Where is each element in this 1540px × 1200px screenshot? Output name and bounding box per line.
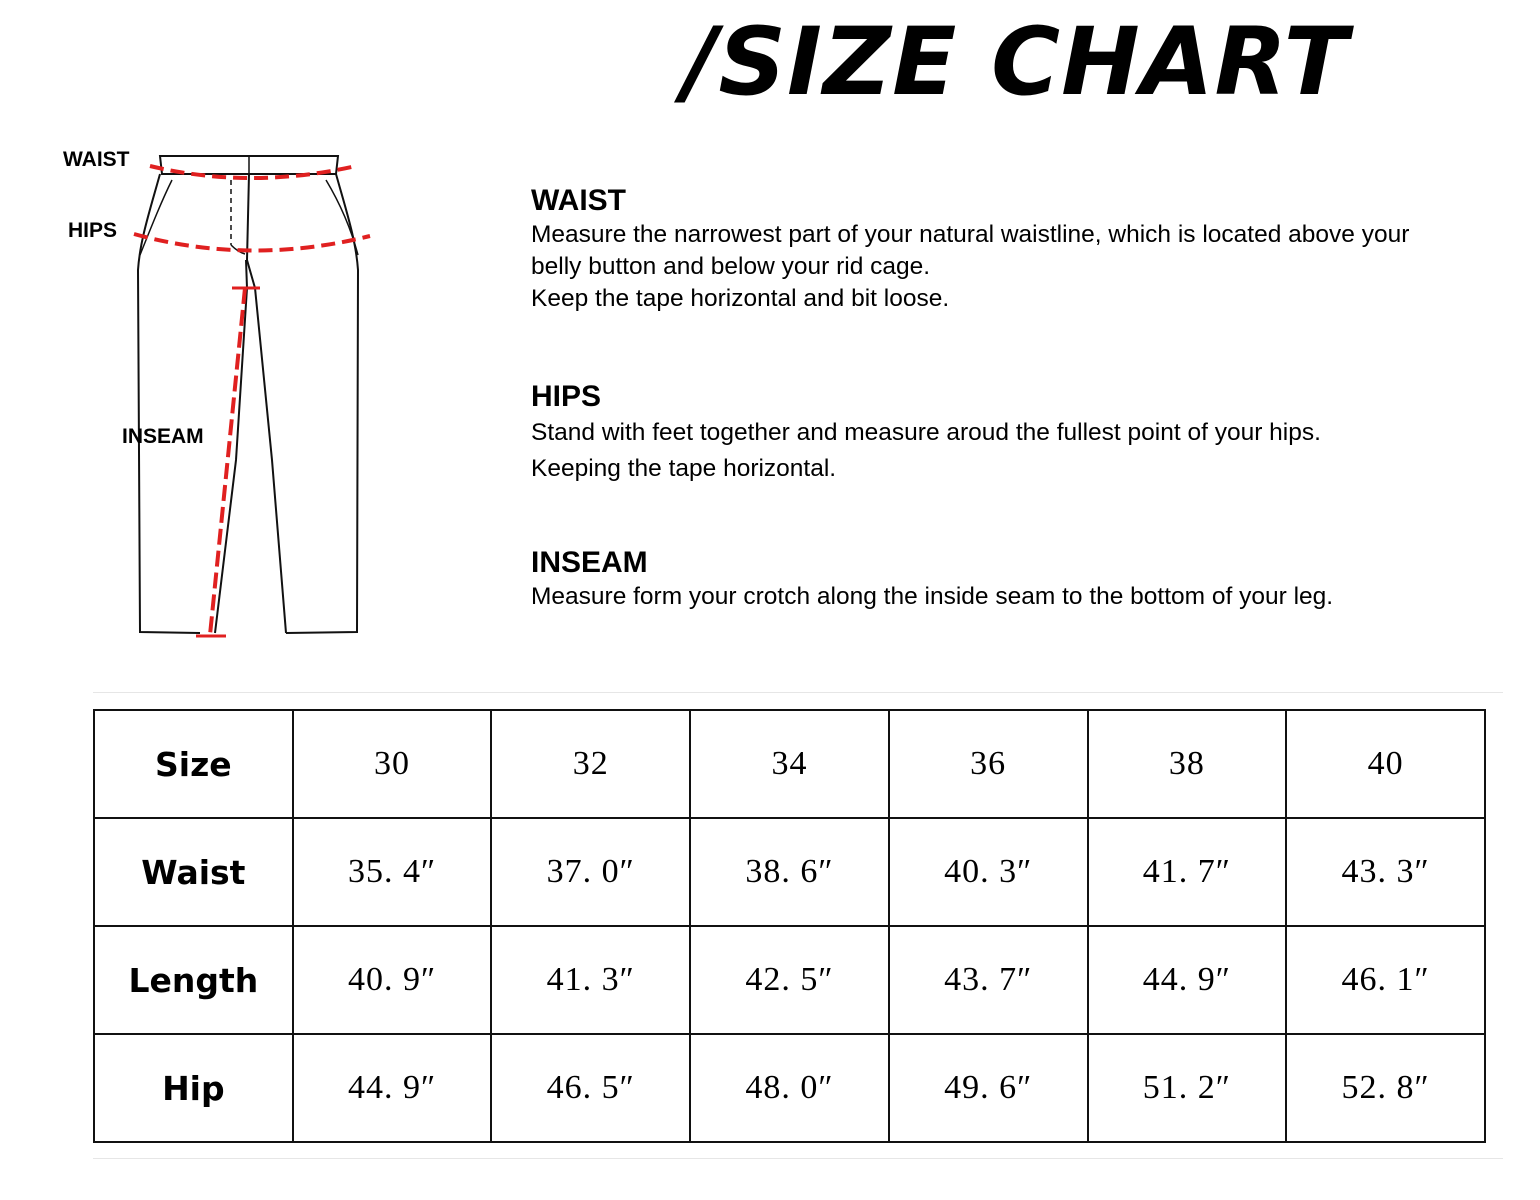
table-row [94,710,1485,818]
table-cell: 38. 6″ [690,818,889,926]
page-title: /SIZE CHART [683,8,1349,117]
table-cell: 37. 0″ [491,818,690,926]
table-row [94,818,1485,926]
table-row [94,926,1485,1034]
pants-outline-icon [0,130,520,670]
table-cell: 40 [1286,710,1485,818]
diagram-label-hips: HIPS [68,219,118,242]
table-cell: 49. 6″ [889,1034,1088,1142]
row-header-hip: Hip [94,1034,293,1142]
diagram-label-inseam: INSEAM [122,425,204,448]
section-heading: WAIST [531,184,626,217]
divider [93,692,1503,693]
table-cell: 41. 7″ [1088,818,1287,926]
diagram-label-waist: WAIST [63,148,130,171]
table-cell: 46. 1″ [1286,926,1485,1034]
table-cell: 32 [491,710,690,818]
table-cell: 36 [889,710,1088,818]
section-line: Measure form your crotch along the inside seam to the bottom of your leg. [531,583,1334,610]
table-cell: 52. 8″ [1286,1034,1485,1142]
section-line: Measure the narrowest part of your natural waistline, which is located above your [531,221,1410,248]
section-heading: INSEAM [531,546,648,579]
table-cell: 48. 0″ [690,1034,889,1142]
table-cell: 34 [690,710,889,818]
table-cell: 51. 2″ [1088,1034,1287,1142]
table-cell: 44. 9″ [1088,926,1287,1034]
section-line: Stand with feet together and measure aroud the fullest point of your hips. [531,419,1321,446]
section-waist [531,183,1531,315]
row-header-waist: Waist [94,818,293,926]
table-cell: 42. 5″ [690,926,889,1034]
table-cell: 43. 3″ [1286,818,1485,926]
table-cell: 40. 3″ [889,818,1088,926]
row-header-length: Length [94,926,293,1034]
table-cell: 46. 5″ [491,1034,690,1142]
table-row [94,1034,1485,1142]
table-cell: 44. 9″ [293,1034,492,1142]
table-cell: 40. 9″ [293,926,492,1034]
section-hips [531,379,1531,487]
table-cell: 30 [293,710,492,818]
pants-measurement-diagram [0,130,520,670]
table-cell: 38 [1088,710,1287,818]
divider [93,1158,1503,1159]
table-cell: 41. 3″ [491,926,690,1034]
section-line: Keeping the tape horizontal. [531,455,837,482]
table-cell: 43. 7″ [889,926,1088,1034]
section-heading: HIPS [531,380,602,413]
size-table [93,709,1486,1143]
section-inseam [531,545,1531,613]
section-line: belly button and below your rid cage. [531,253,931,280]
table-cell: 35. 4″ [293,818,492,926]
row-header-size: Size [94,710,293,818]
section-line: Keep the tape horizontal and bit loose. [531,285,950,312]
